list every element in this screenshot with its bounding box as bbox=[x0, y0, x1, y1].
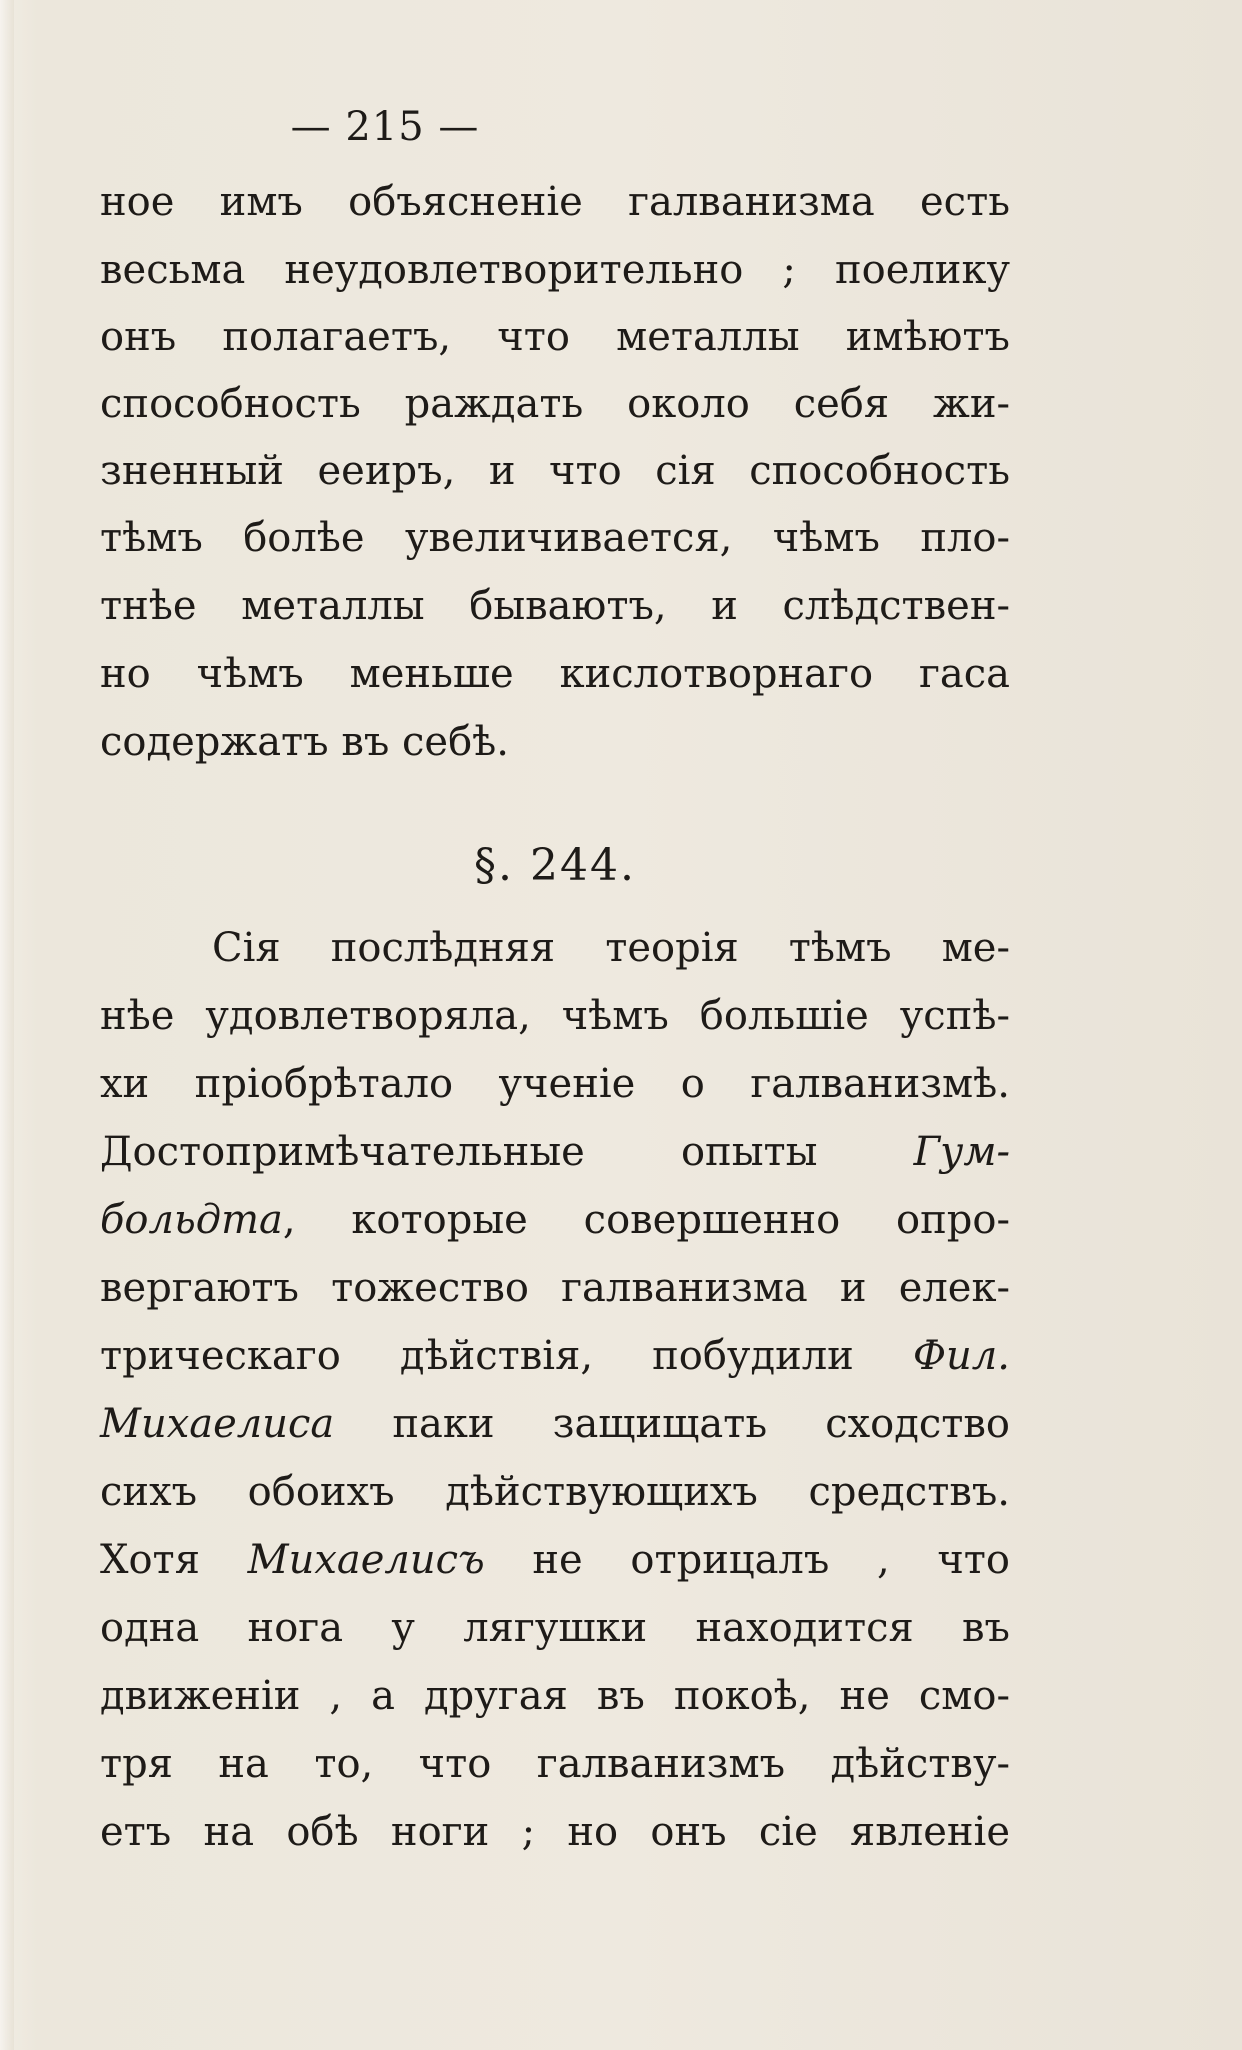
text-line: зненный ееиръ, и что сія способность bbox=[100, 448, 1010, 494]
text-line: тря на то, что галванизмъ дѣйству- bbox=[100, 1741, 1010, 1787]
text-segment: , которые совершенно опро- bbox=[282, 1197, 1010, 1243]
text-line: но чѣмъ меньше кислотворнаго гаса bbox=[100, 651, 1010, 697]
text-line bbox=[100, 1322, 1010, 1390]
text-line: движеніи , а другая въ покоѣ, не смо- bbox=[100, 1673, 1010, 1719]
text-line: тѣмъ болѣе увеличивается, чѣмъ пло- bbox=[100, 515, 1010, 561]
italic-name: Михаелисъ bbox=[247, 1537, 485, 1583]
text-segment: Достопримѣчательные опыты bbox=[100, 1129, 914, 1175]
text-line bbox=[100, 1186, 1010, 1254]
text-segment: не отрицалъ , что bbox=[484, 1537, 1011, 1583]
text-segment: трическаго дѣйствія, побудили bbox=[100, 1333, 913, 1379]
page-number: — 215 — bbox=[290, 104, 480, 150]
text-line: способность раждать около себя жи- bbox=[100, 381, 1010, 427]
text-line: нѣе удовлетворяла, чѣмъ большіе успѣ- bbox=[100, 993, 1010, 1039]
text-line: тнѣе металлы бываютъ, и слѣдствен- bbox=[100, 583, 1010, 629]
text-line bbox=[100, 1526, 1010, 1594]
text-line: хи пріобрѣтало ученіе о галванизмѣ. bbox=[100, 1061, 1010, 1107]
section-heading: §. 244. bbox=[474, 840, 636, 891]
italic-name: Гум- bbox=[913, 1129, 1010, 1175]
text-line bbox=[100, 1118, 1010, 1186]
text-line: вергаютъ тожество галванизма и елек- bbox=[100, 1265, 1010, 1311]
italic-name: Фил. bbox=[912, 1333, 1010, 1379]
text-line: содержатъ въ себѣ. bbox=[100, 719, 510, 765]
text-line bbox=[100, 1390, 1010, 1458]
italic-name: больдта bbox=[100, 1197, 283, 1243]
text-line: етъ на обѣ ноги ; но онъ сіе явленіе bbox=[100, 1809, 1010, 1855]
text-line: одна нога у лягушки находится въ bbox=[100, 1605, 1010, 1651]
text-segment: паки защищать сходство bbox=[334, 1401, 1010, 1447]
italic-name: Михаелиса bbox=[100, 1401, 335, 1447]
text-line: онъ полагаетъ, что металлы имѣютъ bbox=[100, 314, 1010, 360]
page-edge bbox=[0, 0, 14, 2050]
text-line: весьма неудовлетворительно ; поелику bbox=[100, 247, 1010, 293]
text-line: Сія послѣдняя теорія тѣмъ ме- bbox=[212, 925, 1010, 971]
text-segment: Хотя bbox=[100, 1537, 248, 1583]
text-line: ное имъ объясненіе галванизма есть bbox=[100, 179, 1010, 225]
text-line: сихъ обоихъ дѣйствующихъ средствъ. bbox=[100, 1469, 1010, 1515]
